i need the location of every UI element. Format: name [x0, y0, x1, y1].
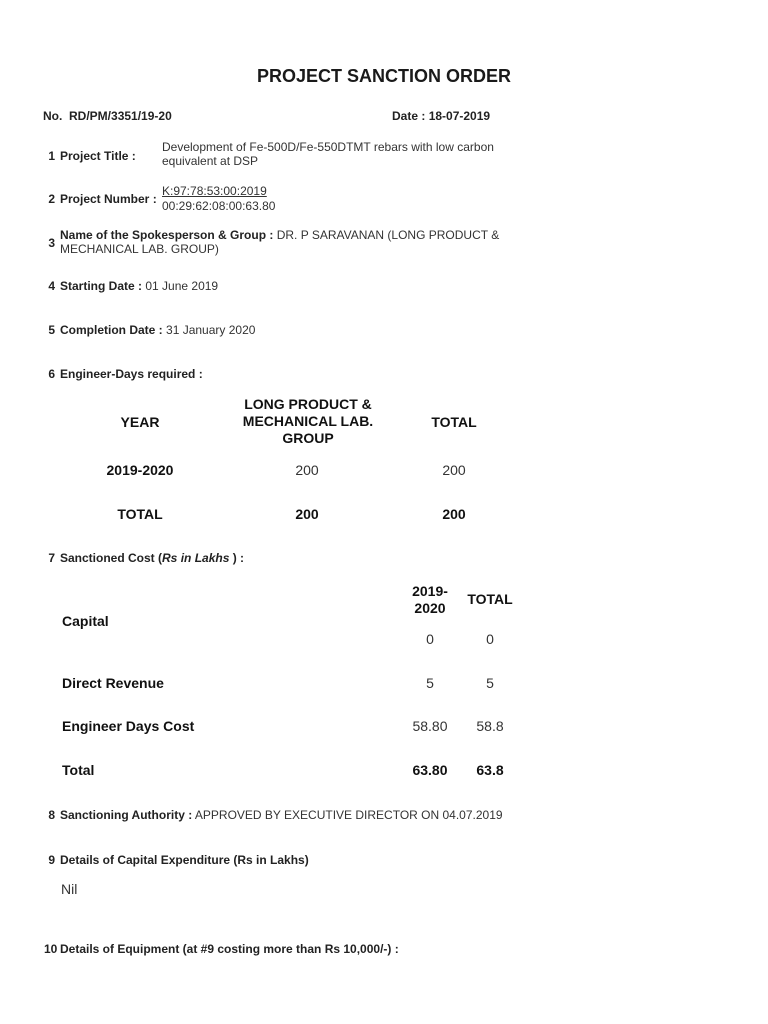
completion-date — [60, 323, 255, 337]
cost-row-revenue-label: Direct Revenue — [62, 675, 164, 691]
order-number-value: RD/PM/3351/19-20 — [69, 109, 172, 123]
order-date-label: Date : — [392, 109, 426, 123]
order-date-value: 18-07-2019 — [428, 109, 491, 123]
sanctioned-cost-label-suffix: ) : — [229, 551, 245, 565]
project-title-label: Project Title : — [60, 149, 136, 163]
cost-row-total-total: 63.8 — [476, 762, 504, 778]
completion-date-label: Completion Date : — [60, 323, 163, 337]
cost-row-revenue-total: 5 — [486, 675, 494, 691]
project-title-value: Development of Fe-500D/Fe-550DTMT rebars with low carbon equivalent at DSP — [162, 140, 494, 168]
project-number-label: Project Number : — [60, 192, 157, 206]
item-10-number: 10 — [44, 942, 58, 956]
item-8-number: 8 — [48, 808, 55, 822]
engineer-table-header-year: YEAR — [120, 414, 160, 430]
engineer-table-total-group: 200 — [295, 506, 319, 522]
engineer-table-row-year: 2019-2020 — [106, 462, 174, 478]
item-1-number: 1 — [48, 149, 55, 163]
sanctioning-authority-value: APPROVED BY EXECUTIVE DIRECTOR ON 04.07.2019 — [194, 808, 503, 822]
capital-expenditure-value: Nil — [61, 881, 78, 897]
cost-row-total-label: Total — [62, 762, 95, 778]
spokesperson-value: DR. P SARAVANAN (LONG PRODUCT & MECHANICAL LAB. GROUP) — [60, 228, 500, 256]
project-number-line1: K:97:78:53:00:2019 — [162, 184, 267, 198]
item-7-number: 7 — [48, 551, 55, 565]
order-number — [43, 109, 172, 123]
cost-row-capital-label: Capital — [62, 613, 109, 629]
sanctioning-authority-label: Sanctioning Authority : — [60, 808, 193, 822]
order-number-label: No. — [43, 109, 63, 123]
engineer-table-row-total: 200 — [442, 462, 466, 478]
sanctioned-cost-label — [60, 551, 244, 565]
sanctioned-cost-label-prefix: Sanctioned Cost ( — [60, 551, 163, 565]
starting-date-value: 01 June 2019 — [145, 279, 219, 293]
engineer-table-header-total: TOTAL — [431, 414, 477, 430]
completion-date-value: 31 January 2020 — [166, 323, 256, 337]
starting-date — [60, 279, 218, 293]
project-number-line2: 00:29:62:08:00:63.80 — [162, 199, 276, 213]
cost-row-engineer-year: 58.80 — [412, 718, 448, 734]
spokesperson-label: Name of the Spokesperson & Group : — [60, 228, 274, 242]
engineer-table-total-label: TOTAL — [117, 506, 163, 522]
cost-row-engineer-total: 58.8 — [476, 718, 504, 734]
item-6-number: 6 — [48, 367, 55, 381]
spokesperson — [60, 228, 520, 256]
cost-row-engineer-label: Engineer Days Cost — [62, 718, 195, 734]
item-3-number: 3 — [48, 236, 55, 250]
cost-row-total-year: 63.80 — [412, 762, 448, 778]
item-5-number: 5 — [48, 323, 55, 337]
cost-row-revenue-year: 5 — [426, 675, 434, 691]
engineer-table-row-group: 200 — [295, 462, 319, 478]
item-9-number: 9 — [48, 853, 55, 867]
engineer-days-label: Engineer-Days required : — [60, 367, 203, 381]
engineer-table-total-total: 200 — [442, 506, 466, 522]
cost-row-capital-total: 0 — [486, 631, 494, 647]
sanctioning-authority — [60, 808, 503, 822]
item-2-number: 2 — [48, 192, 55, 206]
engineer-table-header-group: LONG PRODUCT & MECHANICAL LAB. GROUP — [242, 396, 374, 446]
page-title: PROJECT SANCTION ORDER — [256, 66, 512, 86]
starting-date-label: Starting Date : — [60, 279, 143, 293]
cost-table-header-year: 2019-2020 — [412, 583, 448, 616]
equipment-label: Details of Equipment (at #9 costing more than Rs 10,000/-) : — [60, 942, 399, 956]
order-date — [392, 109, 490, 123]
item-4-number: 4 — [48, 279, 55, 293]
sanctioned-cost-label-italic: Rs in Lakhs — [162, 551, 230, 565]
capital-expenditure-label: Details of Capital Expenditure (Rs in Lakhs) — [60, 853, 309, 867]
cost-table-header-total: TOTAL — [467, 591, 513, 607]
cost-row-capital-year: 0 — [426, 631, 434, 647]
